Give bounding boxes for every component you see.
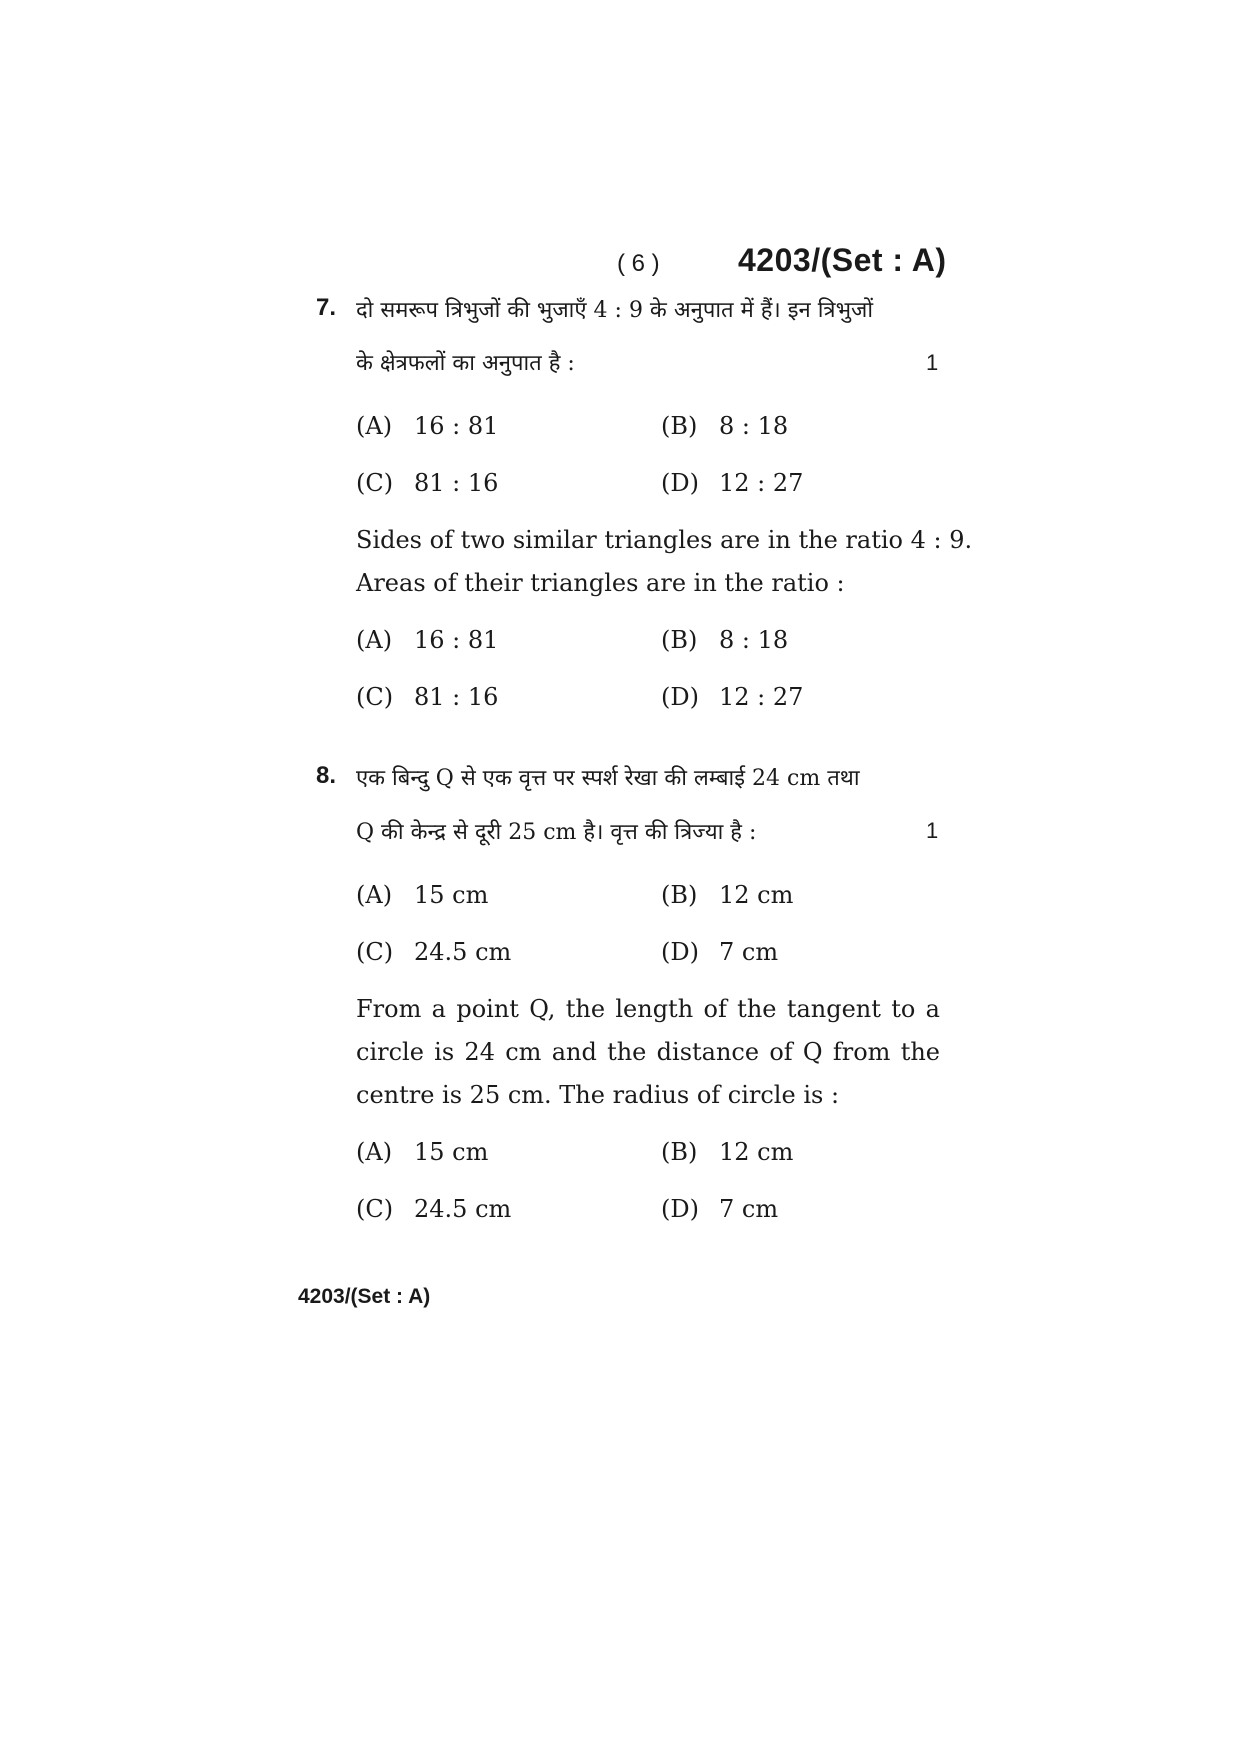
option-value: 81 : 16 — [414, 683, 499, 711]
option-label: (B) — [661, 1138, 698, 1166]
marks: 1 — [926, 818, 939, 843]
option-c — [356, 938, 511, 966]
question-number: 8. — [316, 762, 337, 789]
option-label: (D) — [661, 683, 699, 711]
option-value: 16 : 81 — [414, 412, 499, 440]
option-label: (D) — [661, 1195, 699, 1223]
option-value: 16 : 81 — [414, 626, 499, 654]
option-label: (C) — [356, 938, 394, 966]
question-english-line: circle is 24 cm and the distance of Q from the — [356, 1038, 940, 1066]
option-value: 8 : 18 — [719, 412, 789, 440]
option-b — [661, 881, 793, 909]
option-value: 81 : 16 — [414, 469, 499, 497]
option-value: 24.5 cm — [414, 938, 512, 966]
option-label: (B) — [661, 881, 698, 909]
page-number: ( 6 ) — [617, 250, 660, 277]
option-b — [661, 626, 788, 654]
option-label: (A) — [356, 1138, 393, 1166]
option-c — [356, 469, 498, 497]
option-label: (C) — [356, 469, 394, 497]
option-c — [356, 1195, 511, 1223]
option-d — [661, 683, 803, 711]
question-hindi-line: के क्षेत्रफलों का अनुपात है : — [356, 351, 575, 376]
option-b — [661, 412, 788, 440]
option-label: (A) — [356, 412, 393, 440]
option-value: 24.5 cm — [414, 1195, 512, 1223]
option-b — [661, 1138, 793, 1166]
question-hindi-line: एक बिन्दु Q से एक वृत्त पर स्पर्श रेखा की लम्बाई 24 cm तथा — [356, 766, 860, 791]
option-label: (D) — [661, 938, 699, 966]
option-value: 12 cm — [719, 1138, 794, 1166]
question-hindi-line: Q की केन्द्र से दूरी 25 cm है। वृत्त की त्रिज्या है : — [356, 820, 757, 845]
set-code-header: 4203/(Set : A) — [738, 242, 947, 278]
option-label: (B) — [661, 626, 698, 654]
option-a — [356, 1138, 488, 1166]
option-value: 8 : 18 — [719, 626, 789, 654]
option-d — [661, 469, 803, 497]
option-label: (A) — [356, 881, 393, 909]
option-value: 15 cm — [414, 1138, 489, 1166]
option-value: 12 : 27 — [719, 469, 804, 497]
marks: 1 — [926, 350, 939, 375]
option-label: (C) — [356, 683, 394, 711]
question-english-line: From a point Q, the length of the tangent to a — [356, 995, 940, 1023]
option-label: (A) — [356, 626, 393, 654]
option-value: 7 cm — [719, 1195, 779, 1223]
option-value: 7 cm — [719, 938, 779, 966]
option-a — [356, 626, 498, 654]
option-c — [356, 683, 498, 711]
option-d — [661, 1195, 778, 1223]
option-label: (B) — [661, 412, 698, 440]
option-label: (C) — [356, 1195, 394, 1223]
set-code-footer: 4203/(Set : A) — [298, 1285, 431, 1308]
option-value: 15 cm — [414, 881, 489, 909]
option-a — [356, 412, 498, 440]
option-value: 12 : 27 — [719, 683, 804, 711]
question-english-line: Areas of their triangles are in the ratio : — [356, 569, 845, 597]
question-english-line: Sides of two similar triangles are in the ratio 4 : 9. — [356, 526, 973, 554]
option-value: 12 cm — [719, 881, 794, 909]
question-number: 7. — [316, 294, 337, 321]
option-d — [661, 938, 778, 966]
option-a — [356, 881, 488, 909]
question-english-line: centre is 25 cm. The radius of circle is : — [356, 1081, 840, 1109]
option-label: (D) — [661, 469, 699, 497]
question-hindi-line: दो समरूप त्रिभुजों की भुजाएँ 4 : 9 के अनुपात में हैं। इन त्रिभुजों — [356, 298, 874, 323]
